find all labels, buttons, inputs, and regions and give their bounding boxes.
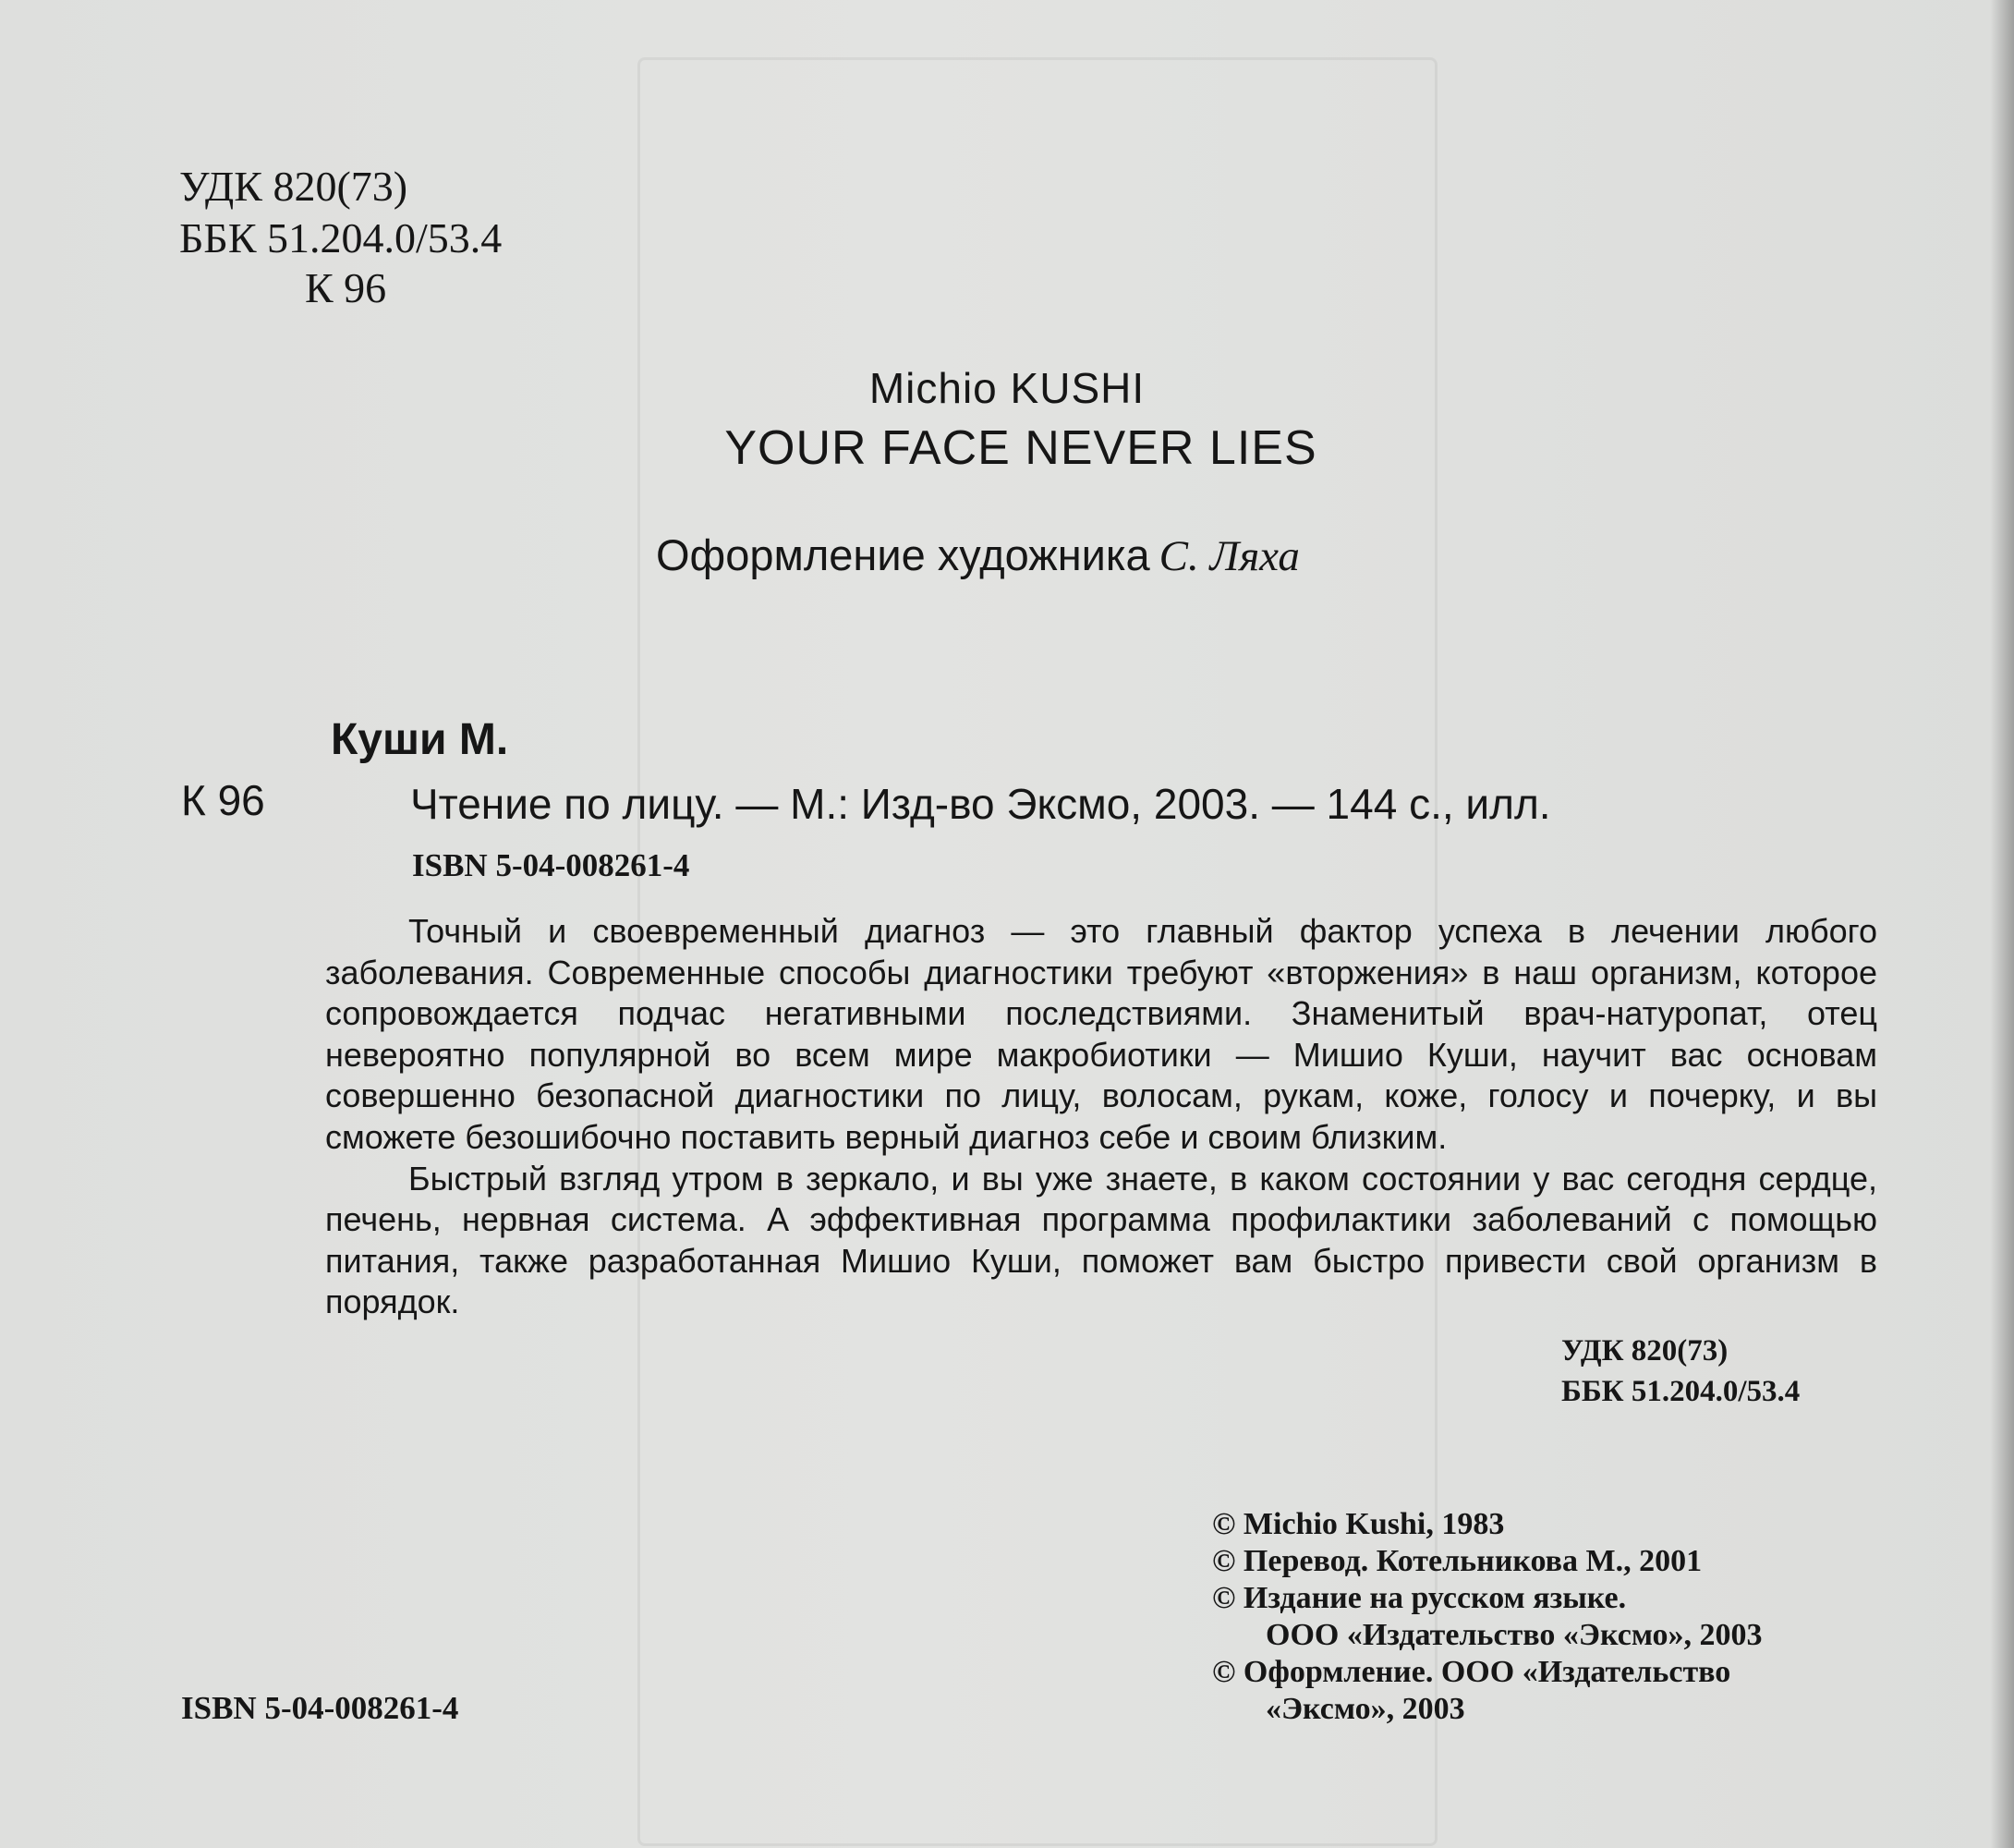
annotation: [325, 911, 1877, 1323]
page-edge-shadow: [1990, 0, 2014, 1848]
copyright-line: © Издание на русском языке.: [1212, 1581, 1627, 1615]
catalog-heading-author: Куши М.: [331, 715, 509, 764]
bibliographic-description: Чтение по лицу. — М.: Изд-во Эксмо, 2003. — 144 с., илл.: [410, 780, 1551, 828]
annotation-paragraph: Быстрый взгляд утром в зеркало, и вы уже знаете, в каком состоянии у вас сегодня сердце, печень, нервная система. А эффективная программа профилактики заболеваний с помощью питания, также разработанная Мишио Куши, поможет вам быстро привести свой организм в порядок.: [325, 1159, 1877, 1321]
copyright-line: © Оформление. ООО «Издательство: [1212, 1655, 1731, 1689]
udk-code: УДК 820(73): [179, 163, 408, 210]
copyright-line: © Перевод. Котельникова М., 2001: [1212, 1544, 1703, 1578]
udk-code-bottom: УДК 820(73): [1561, 1334, 1729, 1368]
catalog-author-sign: К 96: [181, 776, 265, 824]
copyright-line: ООО «Издательство «Эксмо», 2003: [1266, 1618, 1763, 1652]
original-title: YOUR FACE NEVER LIES: [724, 421, 1317, 475]
author-sign: К 96: [305, 264, 387, 311]
bbk-code-bottom: ББК 51.204.0/53.4: [1561, 1375, 1801, 1408]
design-credit-label: Оформление художника: [656, 530, 1150, 579]
bbk-code: ББК 51.204.0/53.4: [179, 214, 503, 261]
footer-isbn: ISBN 5-04-008261-4: [181, 1690, 459, 1726]
copyright-line: «Эксмо», 2003: [1266, 1692, 1465, 1726]
design-credit-artist: С. Ляха: [1159, 532, 1300, 580]
copyright-block: [1212, 1506, 1763, 1728]
annotation-paragraph: Точный и своевременный диагноз — это главный фактор успеха в лечении любого заболевания. Современные способы диагностики требуют «вторжения» в наш организм, которое сопровождается подчас негативными последствиями. Знаменитый врач-натуропат, отец невероятно популярной во всем мире макробиотики — Мишио Куши, научит вас основам совершенно безопасной диагностики по лицу, волосам, рукам, коже, голосу и почерку, и вы сможете безошибочно поставить верный диагноз себе и своим близким.: [325, 912, 1877, 1156]
design-credit: [656, 529, 1300, 583]
catalog-isbn: ISBN 5-04-008261-4: [412, 847, 690, 883]
original-author: Michio KUSHI: [868, 364, 1146, 412]
copyright-line: © Michio Kushi, 1983: [1212, 1507, 1505, 1541]
